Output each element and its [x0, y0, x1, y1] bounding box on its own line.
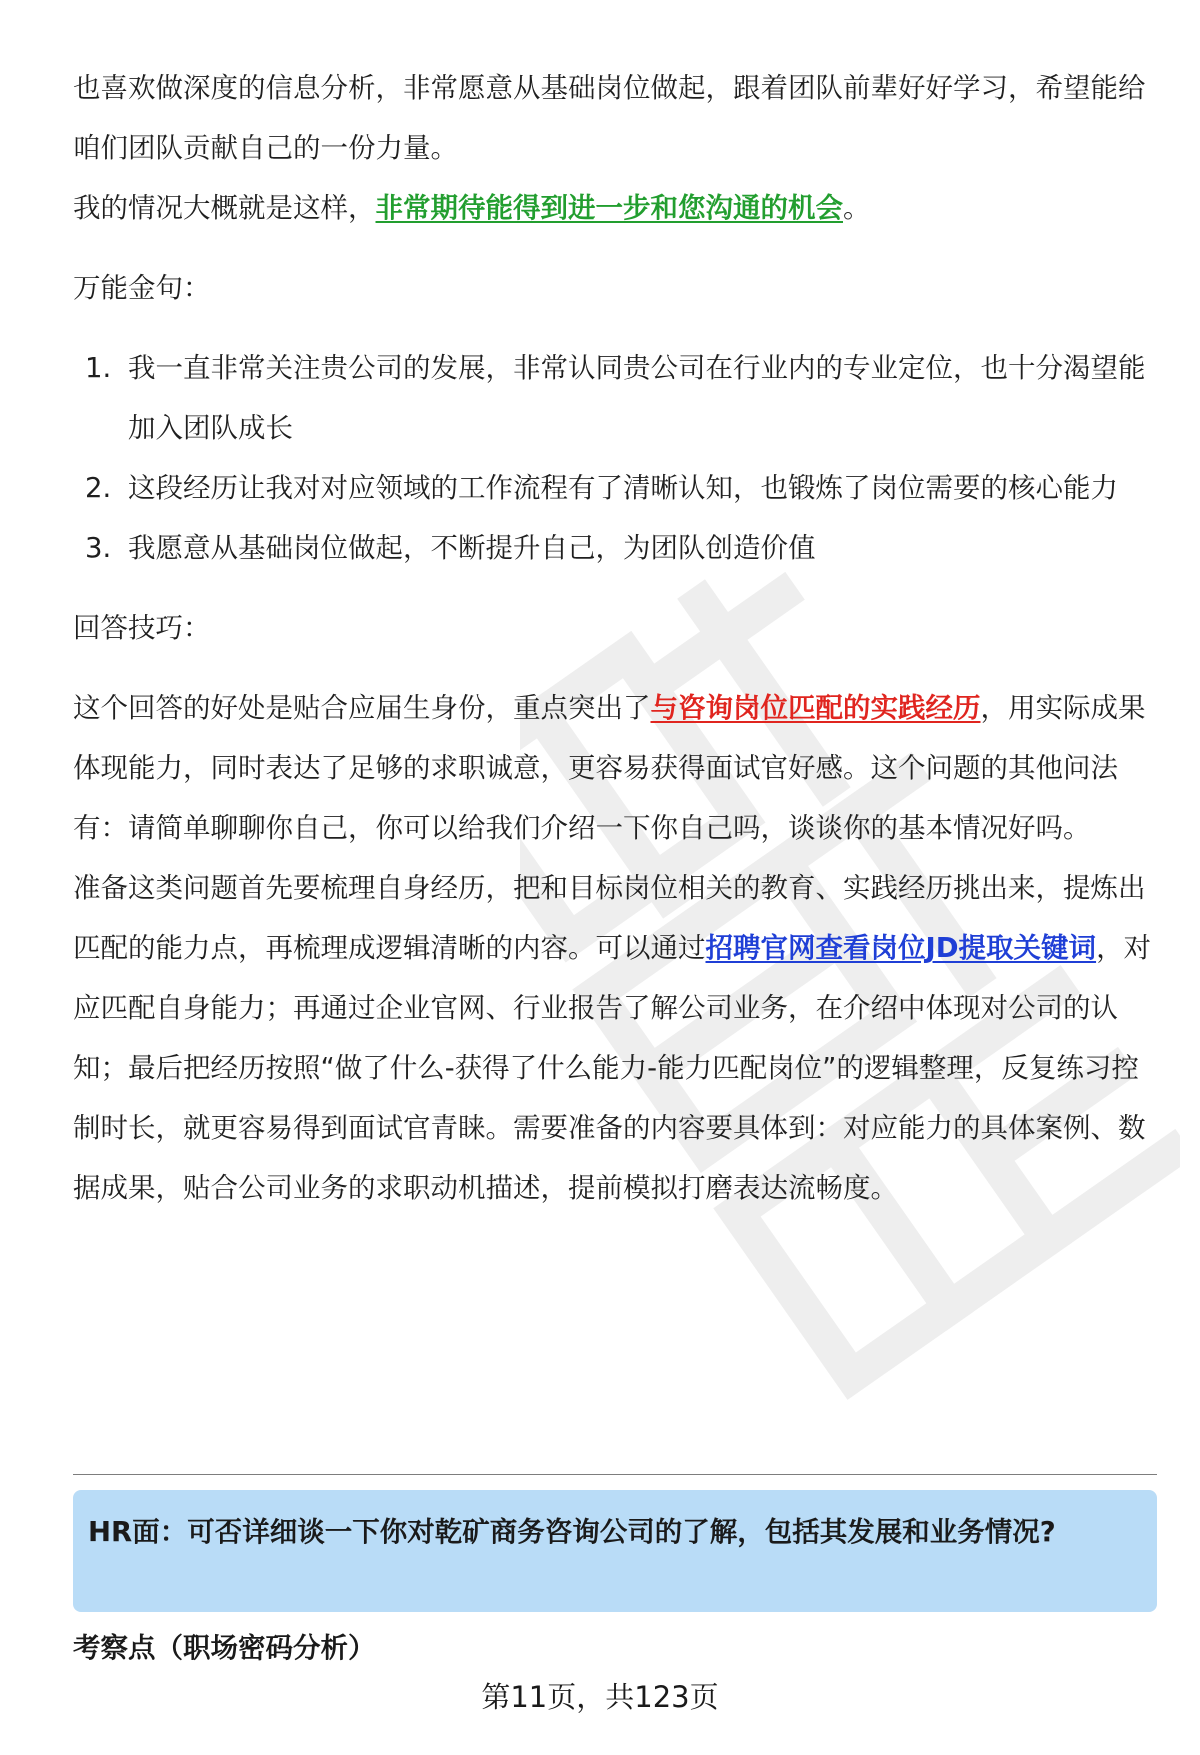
intro-line-2-suffix: 。 [843, 192, 871, 224]
list-item-text: 这段经历让我对对应领域的工作流程有了清晰认知，也锻炼了岗位需要的核心能力 [128, 472, 1118, 504]
tips-paragraph-1 [73, 678, 1153, 858]
intro-line-1: 也喜欢做深度的信息分析，非常愿意从基础岗位做起，跟着团队前辈好好学习，希望能给咱们团队贡献自己的一份力量。 [73, 72, 1146, 164]
spacer [73, 658, 1153, 678]
tips-highlight-red: 与咨询岗位匹配的实践经历 [650, 692, 981, 724]
page-footer [0, 1677, 1200, 1717]
tips-p2-suffix: ，对应匹配自身能力；再通过企业官网、行业报告了解公司业务，在介绍中体现对公司的认知；最后把经历按照“做了什么-获得了什么能力-能力匹配岗位”的逻辑整理，反复练习控制时长，就更容易得到面试官青睐。需要准备的内容要具体到：对应能力的具体案例、数据成果，贴合公司业务的求职动机描述，提前模拟打磨表达流畅度。 [73, 932, 1152, 1204]
spacer [73, 318, 1153, 338]
intro-line-2 [73, 178, 1153, 238]
list-item-number: 3. [85, 532, 112, 564]
tips-highlight-blue: 招聘官网查看岗位JD提取关键词 [705, 932, 1097, 964]
list-item-text: 我一直非常关注贵公司的发展，非常认同贵公司在行业内的专业定位，也十分渴望能加入团队成长 [128, 352, 1146, 444]
section-divider [73, 1474, 1157, 1475]
intro-line-2-prefix: 我的情况大概就是这样， [73, 192, 376, 224]
question-box [73, 1490, 1157, 1612]
tips-heading: 回答技巧： [73, 612, 211, 644]
next-section-title: 考察点（职场密码分析） [73, 1632, 376, 1664]
tips-paragraph-2 [73, 858, 1153, 1218]
list-item-number: 2. [85, 472, 112, 504]
list-item [73, 338, 1153, 458]
tips-p1-suffix: ，用实际成果体现能力，同时表达了足够的求职诚意，更容易获得面试官好感。这个问题的其他问法有：请简单聊聊你自己，你可以给我们介绍一下你自己吗，谈谈你的基本情况好吗。 [73, 692, 1146, 844]
page-number-label: 第11页，共123页 [481, 1680, 719, 1714]
phrases-list [73, 338, 1153, 578]
list-item-number: 1. [85, 352, 112, 384]
phrases-heading: 万能金句： [73, 272, 211, 304]
spacer [73, 578, 1153, 598]
question-text: HR面：可否详细谈一下你对乾矿商务咨询公司的了解，包括其发展和业务情况? [88, 1516, 1056, 1548]
list-item [73, 518, 1153, 578]
list-item [73, 458, 1153, 518]
list-item-text: 我愿意从基础岗位做起，不断提升自己，为团队创造价值 [128, 532, 816, 564]
spacer [73, 238, 1153, 258]
main-content [73, 58, 1153, 1218]
intro-highlight-green: 非常期待能得到进一步和您沟通的机会 [375, 192, 843, 224]
tips-p1-prefix: 这个回答的好处是贴合应届生身份，重点突出了 [73, 692, 651, 724]
tips-p2-prefix: 准备这类问题首先要梳理自身经历，把和目标岗位相关的教育、实践经历挑出来，提炼出匹配的能力点，再梳理成逻辑清晰的内容。可以通过 [73, 872, 1146, 964]
